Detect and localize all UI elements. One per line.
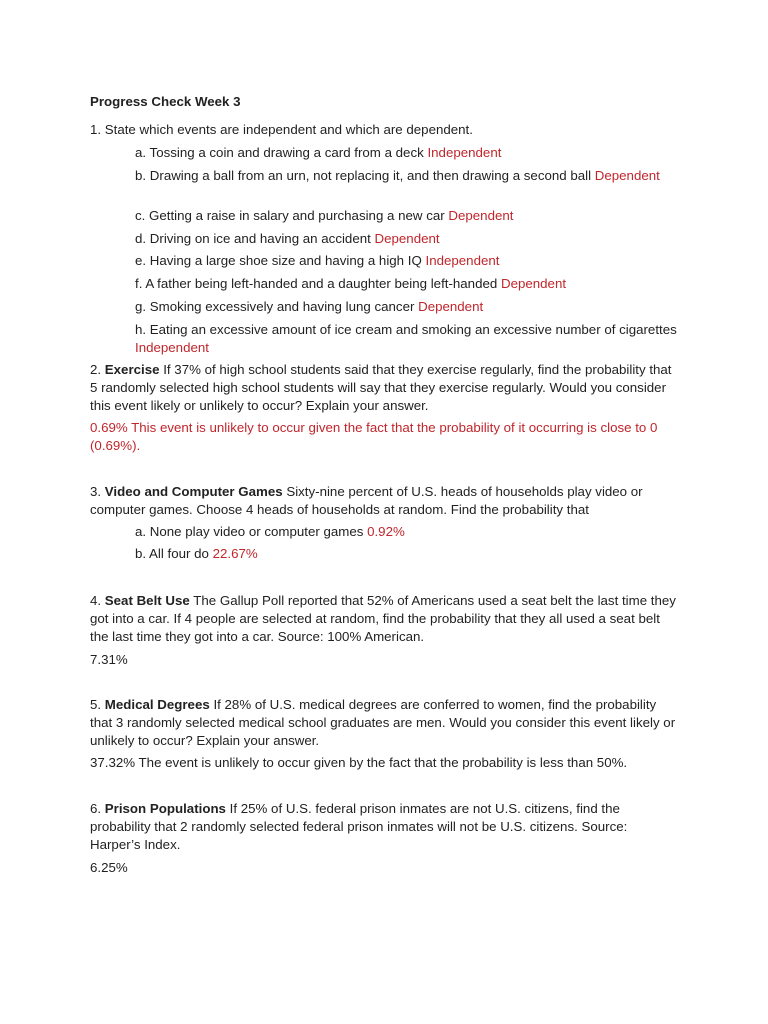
question-6-text: If 25% of U.S. federal prison inmates are not U.S. citizens, find the probability that 2 randomly selected federal prison inmates will not be U.S. citizens. Source: Harper’s Index. [90, 801, 628, 852]
question-6 [90, 800, 680, 854]
q1-item-h-text: h. Eating an excessive amount of ice cream and smoking an excessive number of cigarettes [135, 322, 677, 337]
question-4-text: The Gallup Poll reported that 52% of Americans used a seat belt the last time they got into a car. If 4 people are selected at random, find the probability that they all used a seat belt the last time they got into a car. Source: 100% American. [90, 593, 676, 644]
question-6-number: 6. [90, 801, 102, 816]
q1-item-h [135, 321, 680, 357]
question-5-heading: Medical Degrees [104, 697, 210, 712]
question-6-answer: 6.25% [90, 860, 128, 875]
question-5-number: 5. [90, 697, 102, 712]
question-2-heading: Exercise [104, 362, 160, 377]
question-4 [90, 592, 680, 646]
q1-item-d-text: d. Driving on ice and having an accident [135, 231, 371, 246]
question-5 [90, 696, 680, 750]
question-2-text: If 37% of high school students said that they exercise regularly, find the probability that 5 randomly selected high school students will say that they exercise regularly. Would you consider this event likely or unlikely to occur? Explain your answer. [90, 362, 672, 413]
question-2-number: 2. [90, 362, 102, 377]
q1-item-b [135, 167, 680, 185]
q3-item-a-answer: 0.92% [367, 524, 405, 539]
q1-item-f [135, 275, 680, 293]
question-2 [90, 361, 680, 415]
q1-item-c-text: c. Getting a raise in salary and purchasing a new car [135, 208, 445, 223]
q1-item-e-text: e. Having a large shoe size and having a high IQ [135, 253, 422, 268]
question-3-text: Sixty-nine percent of U.S. heads of households play video or computer games. Choose 4 heads of households at random. Find the probability that [90, 484, 643, 517]
question-6-heading: Prison Populations [104, 801, 226, 816]
q1-item-e [135, 252, 680, 270]
q3-item-a-text: a. None play video or computer games [135, 524, 364, 539]
question-4-answer: 7.31% [90, 652, 128, 667]
question-3-heading: Video and Computer Games [104, 484, 283, 499]
question-3-number: 3. [90, 484, 102, 499]
q1-item-c [135, 207, 680, 225]
question-5-answer: 37.32% The event is unlikely to occur given by the fact that the probability is less than 50%. [90, 755, 628, 770]
q3-item-b-answer: 22.67% [212, 546, 258, 561]
q3-item-b-text: b. All four do [135, 546, 209, 561]
page-title: Progress Check Week 3 [90, 94, 241, 109]
question-4-number: 4. [90, 593, 102, 608]
question-1-text: 1. State which events are independent and which are dependent. [90, 122, 473, 137]
q1-item-g-answer: Dependent [418, 299, 484, 314]
q1-item-a [135, 144, 680, 162]
q3-item-a [135, 523, 680, 541]
q1-item-a-answer: Independent [427, 145, 502, 160]
q1-item-d [135, 230, 680, 248]
q1-item-f-answer: Dependent [500, 276, 567, 291]
q1-item-g-text: g. Smoking excessively and having lung cancer [135, 299, 415, 314]
q1-item-h-answer: Independent [135, 340, 209, 355]
question-5-text: If 28% of U.S. medical degrees are conferred to women, find the probability that 3 randomly selected medical school graduates are men. Would you consider this event likely or unlikely to occur? Explain your answer. [90, 697, 676, 748]
q1-item-b-answer: Dependent [594, 168, 660, 183]
q1-item-f-text: f. A father being left-handed and a daughter being left-handed [135, 276, 498, 291]
q1-item-b-text: b. Drawing a ball from an urn, not replacing it, and then drawing a second ball [135, 168, 592, 183]
q1-item-e-answer: Independent [425, 253, 500, 268]
question-4-heading: Seat Belt Use [104, 593, 190, 608]
q1-item-a-text: a. Tossing a coin and drawing a card from a deck [135, 145, 424, 160]
q3-item-b [135, 545, 680, 563]
q1-item-g [135, 298, 680, 316]
q1-item-d-answer: Dependent [374, 231, 440, 246]
q1-item-c-answer: Dependent [448, 208, 514, 223]
question-3 [90, 483, 680, 519]
question-2-answer: 0.69% This event is unlikely to occur given the fact that the probability of it occurring is close to 0 (0.69%). [90, 420, 658, 453]
